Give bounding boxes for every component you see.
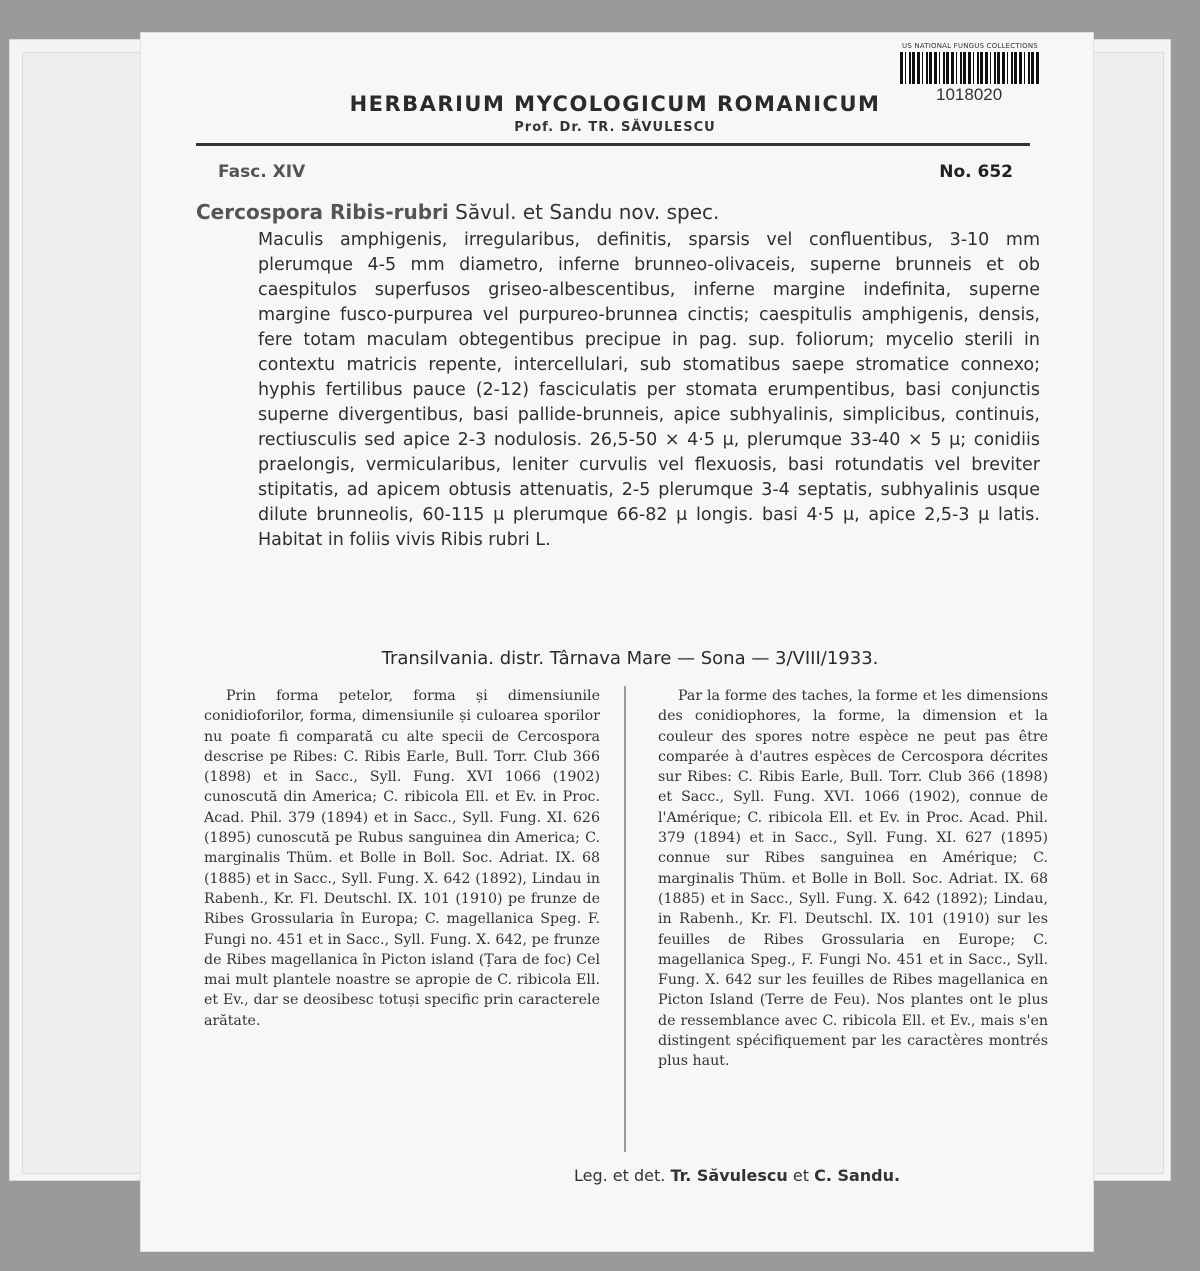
collector-name-1: Tr. Săvulescu: [670, 1166, 788, 1185]
header-divider: [196, 143, 1030, 146]
barcode-number: 1018020: [936, 85, 1003, 104]
barcode-caption: US NATIONAL FUNGUS COLLECTIONS: [902, 42, 1038, 50]
collector-joiner: et: [792, 1166, 809, 1185]
french-notes: Par la forme des taches, la forme et les dimensions des conidiophores, la forme, la dimension et la couleur des spores notre espèce ne peut pas être comparée à d'autres espèces de Cercospora décrites sur Ribes: C. Ribis Earle, Bull. Torr. Club 366 (1898) et Sacc., Syll. Fung. XVI. 1066 (1902), connue de l'Amérique; C. ribicola Ell. et Ev. in Proc. Acad. Phil. 379 (1894) et in Sacc., Syll. Fung. XI. 627 (1895) connue sur Ribes sanguinea en Amérique; C. marginalis Thüm. et Bolle in Boll. Soc. Adriat. IX. 68 (1885) et in Sacc., Syll. Fung. X. 642 (1892); Lindau, in Rabenh., Kr. Fl. Deutschl. IX. 101 (1910) sur les feuilles de Ribes Grossularia en Europe; C. magellanica Speg., F. Fungi No. 451 et in Sacc., Syll. Fung. X. 642 sur les feuilles de Ribes magellanica en Picton Island (Terre de Feu). Nos plantes ont le plus de ressemblance avec C. ribicola Ell. et Ev., mais s'en distingent spécifiquement par les caractères montrés plus haut.: [658, 688, 1048, 1070]
herbarium-title: HERBARIUM MYCOLOGICUM ROMANICUM: [349, 92, 881, 116]
species-authority: Săvul. et Sandu nov. spec.: [455, 200, 720, 224]
specimen-number: No. 652: [939, 162, 1013, 182]
herbarium-subtitle: Prof. Dr. TR. SĂVULESCU: [514, 120, 716, 135]
latin-diagnosis: Maculis amphigenis, irregularibus, definitis, sparsis vel confluentibus, 3-10 mm plerumque 4-5 mm diametro, inferne brunneo-olivaceis, superne brunneis et ob caespitulos superfusos griseo-albescentibus, inferne margine indefinita, superne margine fusco-purpurea vel purpureo-brunnea cinctis; caespitulis amphigenis, densis, fere totam maculam obtegentibus precipue in pag. sup. foliorum; mycelio sterili in contextu matricis repente, intercellulari, sub stomatibus saepe stromatice connexo; hyphis fertilibus pauce (2-12) fasciculatis per stomata erumpentibus, basi conjunctis superne divergentibus, basi pallide-brunneis, apice subhyalinis, simplicibus, continuis, rectiusculis sed apice 2-3 nodulosis. 26,5-50 × 4·5 μ, plerumque 33-40 × 5 μ; conidiis praelongis, vermicularibus, leniter curvulis vel flexuosis, basi rotundatis vel breviter stipitatis, ad apicem obtusis attenuatis, 2-5 plerumque 3-4 septatis, subhyalinis usque dilute brunneolis, 60-115 μ plerumque 66-82 μ longis. basi 4·5 μ, apice 2,5-3 μ latis. Habitat in foliis vivis Ribis rubri L.: [258, 230, 1040, 550]
collector-line: [574, 1166, 900, 1185]
column-divider: [624, 686, 626, 1152]
collector-prefix: Leg. et det.: [574, 1166, 666, 1185]
locality-line: Transilvania. distr. Târnava Mare — Sona — 3/VIII/1933.: [381, 648, 879, 669]
collector-name-2: C. Sandu.: [814, 1166, 901, 1185]
fascicle-label: Fasc. XIV: [218, 162, 306, 182]
romanian-notes: Prin forma petelor, forma și dimensiunile conidioforilor, forma, dimensiunile și culoarea sporilor nu poate fi comparată cu alte specii de Cercospora descrise pe Ribes: C. Ribis Earle, Bull. Torr. Club 366 (1898) et in Sacc., Syll. Fung. XVI 1066 (1902) cunoscută din America; C. ribicola Ell. et Ev. in Proc. Acad. Phil. 379 (1894) et in Sacc., Syll. Fung. XI. 626 (1895) cunoscută pe Rubus sanguinea din America; C. marginalis Thüm. et Bolle in Boll. Soc. Adriat. IX. 68 (1885) et in Sacc., Syll. Fung. X. 642 (1892), Lindau in Rabenh., Kr. Fl. Deutschl. IX. 101 (1910) pe frunze de Ribes Grossularia în Europa; C. magellanica Speg. F. Fungi no. 451 et in Sacc., Syll. Fung. X. 642, pe frunze de Ribes magellanica în Picton island (Țara de foc) Cel mai mult plantele noastre se apropie de C. ribicola Ell. et Ev., dar se deosibesc totuși specific prin caracterele arătate.: [204, 688, 600, 1029]
species-name: Cercospora Ribis-rubri: [196, 200, 449, 224]
species-heading: [196, 200, 719, 224]
barcode-bars: [900, 52, 1040, 84]
